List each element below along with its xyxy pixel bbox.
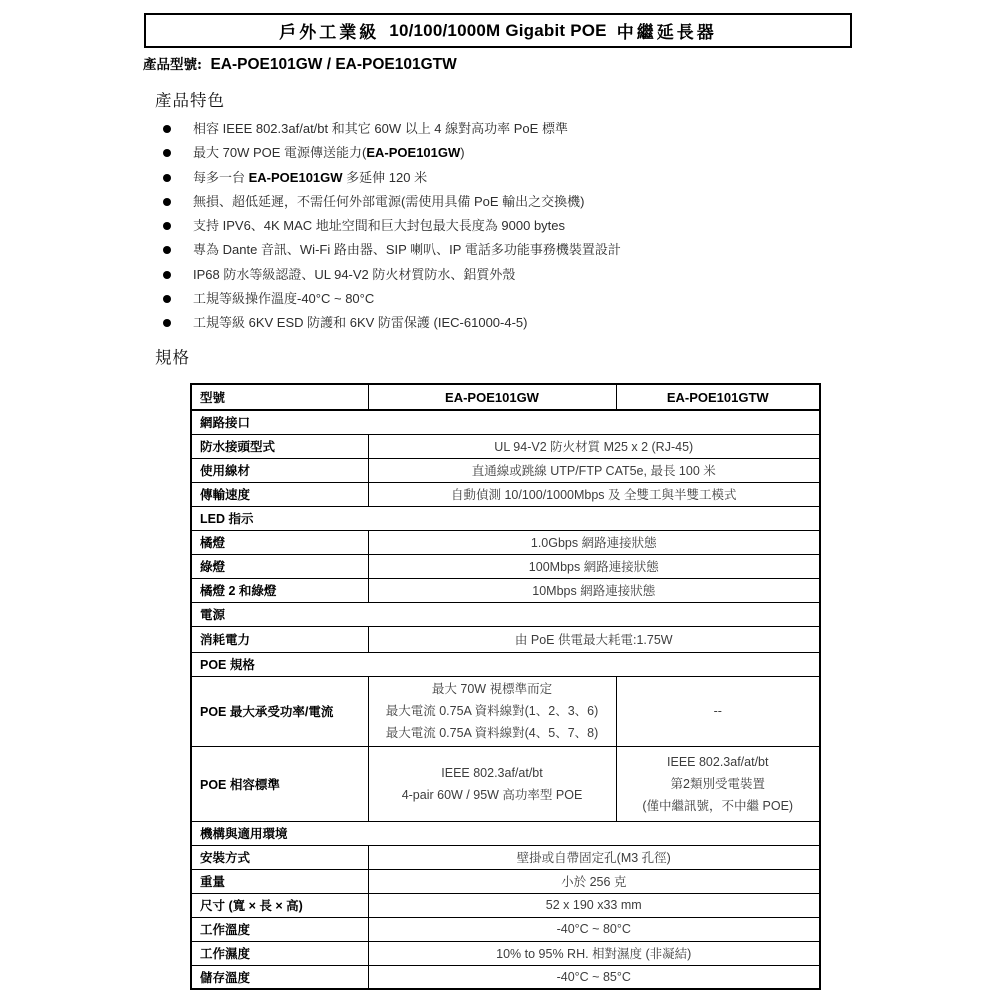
feature-item [160,118,860,142]
row-value-gtw: -- [616,676,820,746]
row-value: 壁掛或自帶固定孔(M3 孔徑) [368,845,820,869]
row-value-gw [368,746,616,821]
row-label: 綠燈 [191,554,368,578]
bullet-icon [163,222,171,230]
feature-text: 無損、超低延遲，不需任何外部電源(需使用具備 PoE 輸出之交換機) [193,193,585,209]
bullet-icon [163,319,171,327]
section-mech: 機構與適用環境 [191,821,820,845]
value-line: IEEE 802.3af/at/bt [667,754,769,769]
spec-row [191,845,820,869]
feature-text: 專為 Dante 音訊、Wi-Fi 路由器、SIP 喇叭、IP 電話多功能事務機裝置設計 [193,242,621,258]
row-value: 52 x 190 x33 mm [368,893,820,917]
feature-text: 最大 70W POE 電源傳送能力(EA-POE101GW) [193,145,465,161]
value-line: 最大電流 0.75A 資料線對(4、5、7、8) [385,726,599,740]
row-label: POE 最大承受功率/電流 [191,676,368,746]
bullet-icon [163,198,171,206]
row-value: 10% to 95% RH. 相對濕度 (非凝結) [368,941,820,965]
feature-text: 工規等級 6KV ESD 防護和 6KV 防雷保護 (IEC-61000-4-5) [193,315,528,331]
row-label: 消耗電力 [191,626,368,652]
section-led: LED 指示 [191,506,820,530]
feature-item [160,215,860,239]
row-label: 尺寸 (寬 × 長 × 高) [191,893,368,917]
product-title-cjk-left: 戶外工業級 [279,23,380,43]
model-number-label: 產品型號: [143,57,202,73]
spec-row [191,482,820,506]
feature-item [160,167,860,191]
row-label: 傳輸速度 [191,482,368,506]
row-label: 工作溫度 [191,917,368,941]
bullet-icon [163,246,171,254]
feature-item [160,191,860,215]
feature-item [160,288,860,312]
spec-table [190,383,821,990]
row-label: 工作濕度 [191,941,368,965]
spec-row [191,434,820,458]
spec-row [191,917,820,941]
value-line: (僅中繼訊號，不中繼 POE) [642,798,794,813]
row-label: 防水接頭型式 [191,434,368,458]
spec-row [191,893,820,917]
row-value-gw [368,676,616,746]
spec-header-row [191,384,820,410]
spec-table-container [190,383,821,990]
section-network: 網路接口 [191,410,820,434]
row-value: -40°C ~ 85°C [368,965,820,989]
value-line: 4-pair 60W / 95W 高功率型 POE [401,787,583,802]
spec-row [191,941,820,965]
feature-text: 工規等級操作溫度-40°C ~ 80°C [193,291,375,307]
row-value: UL 94-V2 防火材質 M25 x 2 (RJ-45) [368,434,820,458]
feature-text: 每多一台 EA-POE101GW 多延伸 120 米 [193,169,428,185]
row-value: -40°C ~ 80°C [368,917,820,941]
row-label: 安裝方式 [191,845,368,869]
feature-text: IP68 防水等級認證、UL 94-V2 防火材質防水、鋁質外殼 [193,266,516,282]
value-line: 第2類別受電裝置 [670,776,765,791]
value-line: IEEE 802.3af/at/bt [441,765,543,780]
spec-row [191,965,820,989]
bullet-icon [163,174,171,182]
section-power: 電源 [191,602,820,626]
bullet-icon [163,271,171,279]
product-title-box [144,13,852,48]
bullet-icon [163,295,171,303]
spec-section-row [191,821,820,845]
spec-row [191,676,820,746]
product-title-latin: 10/100/1000M Gigabit POE [389,20,607,40]
feature-text: 支持 IPV6、4K MAC 地址空間和巨大封包最大長度為 9000 bytes [193,218,566,234]
spec-row [191,869,820,893]
value-line: 最大電流 0.75A 資料線對(1、2、3、6) [385,704,599,718]
row-label: 重量 [191,869,368,893]
row-value: 1.0Gbps 網路連接狀態 [368,530,820,554]
spec-section-row [191,506,820,530]
spec-row [191,746,820,821]
feature-text: 相容 IEEE 802.3af/at/bt 和其它 60W 以上 4 線對高功率 PoE 標準 [193,121,568,136]
header-model-label: 型號 [191,384,368,410]
bullet-icon [163,125,171,133]
row-value: 小於 256 克 [368,869,820,893]
spec-section-row [191,602,820,626]
row-value: 10Mbps 網路連接狀態 [368,578,820,602]
bullet-icon [163,149,171,157]
spec-row [191,530,820,554]
feature-item [160,142,860,166]
features-list [160,118,860,337]
spec-section-row [191,652,820,676]
row-value: 由 PoE 供電最大耗電:1.75W [368,626,820,652]
row-value-gtw [616,746,820,821]
feature-item [160,312,860,336]
spec-section-row [191,410,820,434]
value-line: 最大 70W 視標準而定 [431,682,553,696]
row-label: 橘燈 2 和綠燈 [191,578,368,602]
row-value: 100Mbps 網路連接狀態 [368,554,820,578]
row-label: 橘燈 [191,530,368,554]
model-number-value: EA-POE101GW / EA-POE101GTW [210,56,457,73]
features-heading: 產品特色 [155,92,225,110]
row-value: 自動偵測 10/100/1000Mbps 及 全雙工與半雙工模式 [368,482,820,506]
row-label: 使用線材 [191,458,368,482]
spec-row [191,578,820,602]
feature-item [160,264,860,288]
feature-item [160,239,860,263]
model-number-line [143,53,457,74]
spec-row [191,458,820,482]
row-label: 儲存溫度 [191,965,368,989]
row-value: 直通線或跳線 UTP/FTP CAT5e, 最長 100 米 [368,458,820,482]
spec-row [191,554,820,578]
header-model-gw: EA-POE101GW [368,384,616,410]
specs-heading: 規格 [155,349,190,367]
product-title-cjk-right: 中繼延長器 [616,23,717,43]
row-label: POE 相容標準 [191,746,368,821]
section-poe: POE 規格 [191,652,820,676]
spec-row [191,626,820,652]
header-model-gtw: EA-POE101GTW [616,384,820,410]
